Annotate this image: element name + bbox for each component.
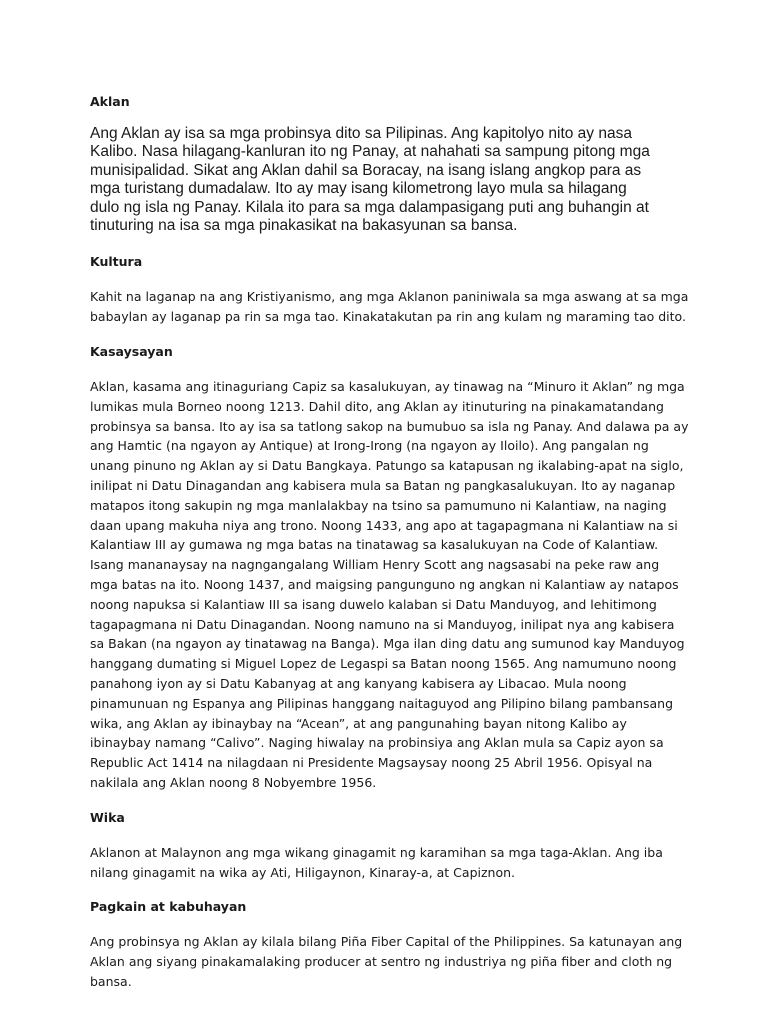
section-heading-pagkain-at-kabuhayan: Pagkain at kabuhayan bbox=[90, 899, 247, 915]
section-body-pagkain-at-kabuhayan: Ang probinsya ng Aklan ay kilala bilang Piña Fiber Capital of the Philippines. Sa katunayan ang Aklan ang siyang pinakamalaking producer at sentro ng industriya ng piña fiber and cloth ng bansa. bbox=[90, 934, 683, 989]
section-heading-wika: Wika bbox=[90, 809, 125, 825]
section-heading-kasaysayan: Kasaysayan bbox=[90, 344, 173, 360]
document-page bbox=[90, 94, 690, 992]
intro-paragraph: Ang Aklan ay isa sa mga probinsya dito sa Pilipinas. Ang kapitolyo nito ay nasa Kalibo. Nasa hilagang-kanluran ito ng Panay, at nahahati sa sampung pitong mga munisipalidad. Sikat ang Aklan dahil sa Boracay, na isang islang angkop para as mga turistang dumadalaw. Ito ay may isang kilometrong layo mula sa hilagang dulo ng isla ng Panay. Kilala ito para sa mga dalampasigang puti ang buhangin at tinuturing na isa sa mga pinakasikat na bakasyunan sa bansa. bbox=[90, 125, 650, 235]
section-body-kasaysayan: Aklan, kasama ang itinaguriang Capiz sa kasalukuyan, ay tinawag na “Minuro it Aklan” ng mga lumikas mula Borneo noong 1213. Dahil dito, ang Aklan ay itinuturing na pinakamatandang probinsya sa bansa. Ito ay isa sa tatlong sakop na bumubuo sa isla ng Panay. And dalawa pa ay ang Hamtic (na ngayon ay Antique) at Irong-Irong (na ngayon ay Iloilo). Ang pangalan ng unang pinuno ng Aklan ay si Datu Bangkaya. Patungo sa katapusan ng ikalabing-apat na siglo, inilipat ni Datu Dinagandan ang kabisera mula sa Batan ng pangkasalukuyan. Ito ay naganap matapos itong sakupin ng mga manlalakbay na tsino sa pamumuno ni Kalantiaw, na naging daan upang makuha niya ang trono. Noong 1433, ang apo at tagapagmana ni Kalantiaw na si Kalantiaw III ay gumawa ng mga batas na tinatawag sa kasalukuyan na Code of Kalantiaw. Isang mananaysay na nagngangalang William Henry Scott ang nagsasabi na peke raw ang mga batas na ito. Noong 1437, and maigsing pangunguno ng angkan ni Kalantiaw ay natapos noong napuksa si Kalantiaw III sa isang duwelo kalaban si Datu Manduyog, and lehitimong tagapagmana ni Datu Dinagandan. Noong namuno na si Manduyog, inilipat nya ang kabisera sa Bakan (na ngayon ay tinatawag na Banga). Mga ilan ding datu ang sumunod kay Manduyog hanggang dumating si Miguel Lopez de Legaspi sa Batan noong 1565. Ang namumuno noong panahong iyon ay si Datu Kabanyag at ang kanyang kabisera ay Libacao. Mula noong pinamunuan ng Espanya ang Pilipinas hanggang naitaguyod ang Pilipino bilang pambansang wika, ang Aklan ay ibinaybay na “Acean”, at ang pangunahing bayan nitong Kalibo ay ibinaybay namang “Calivo”. Naging hiwalay na probinsiya ang Aklan mula sa Capiz ayon sa Republic Act 1414 na nilagdaan ni Presidente Magsaysay noong 25 Abril 1956. Opisyal na nakilala ang Aklan noong 8 Nobyembre 1956. bbox=[90, 379, 689, 790]
document-title: Aklan bbox=[90, 94, 130, 109]
section-body-kultura: Kahit na laganap na ang Kristiyanismo, ang mga Aklanon paniniwala sa mga aswang at sa mga babaylan ay laganap pa rin sa mga tao. Kinakatakutan pa rin ang kulam ng maraming tao dito. bbox=[90, 289, 689, 325]
section-body-wika: Aklanon at Malaynon ang mga wikang ginagamit ng karamihan sa mga taga-Aklan. Ang iba nilang ginagamit na wika ay Ati, Hiligaynon, Kinaray-a, at Capiznon. bbox=[90, 844, 663, 880]
section-heading-kultura: Kultura bbox=[90, 254, 143, 270]
